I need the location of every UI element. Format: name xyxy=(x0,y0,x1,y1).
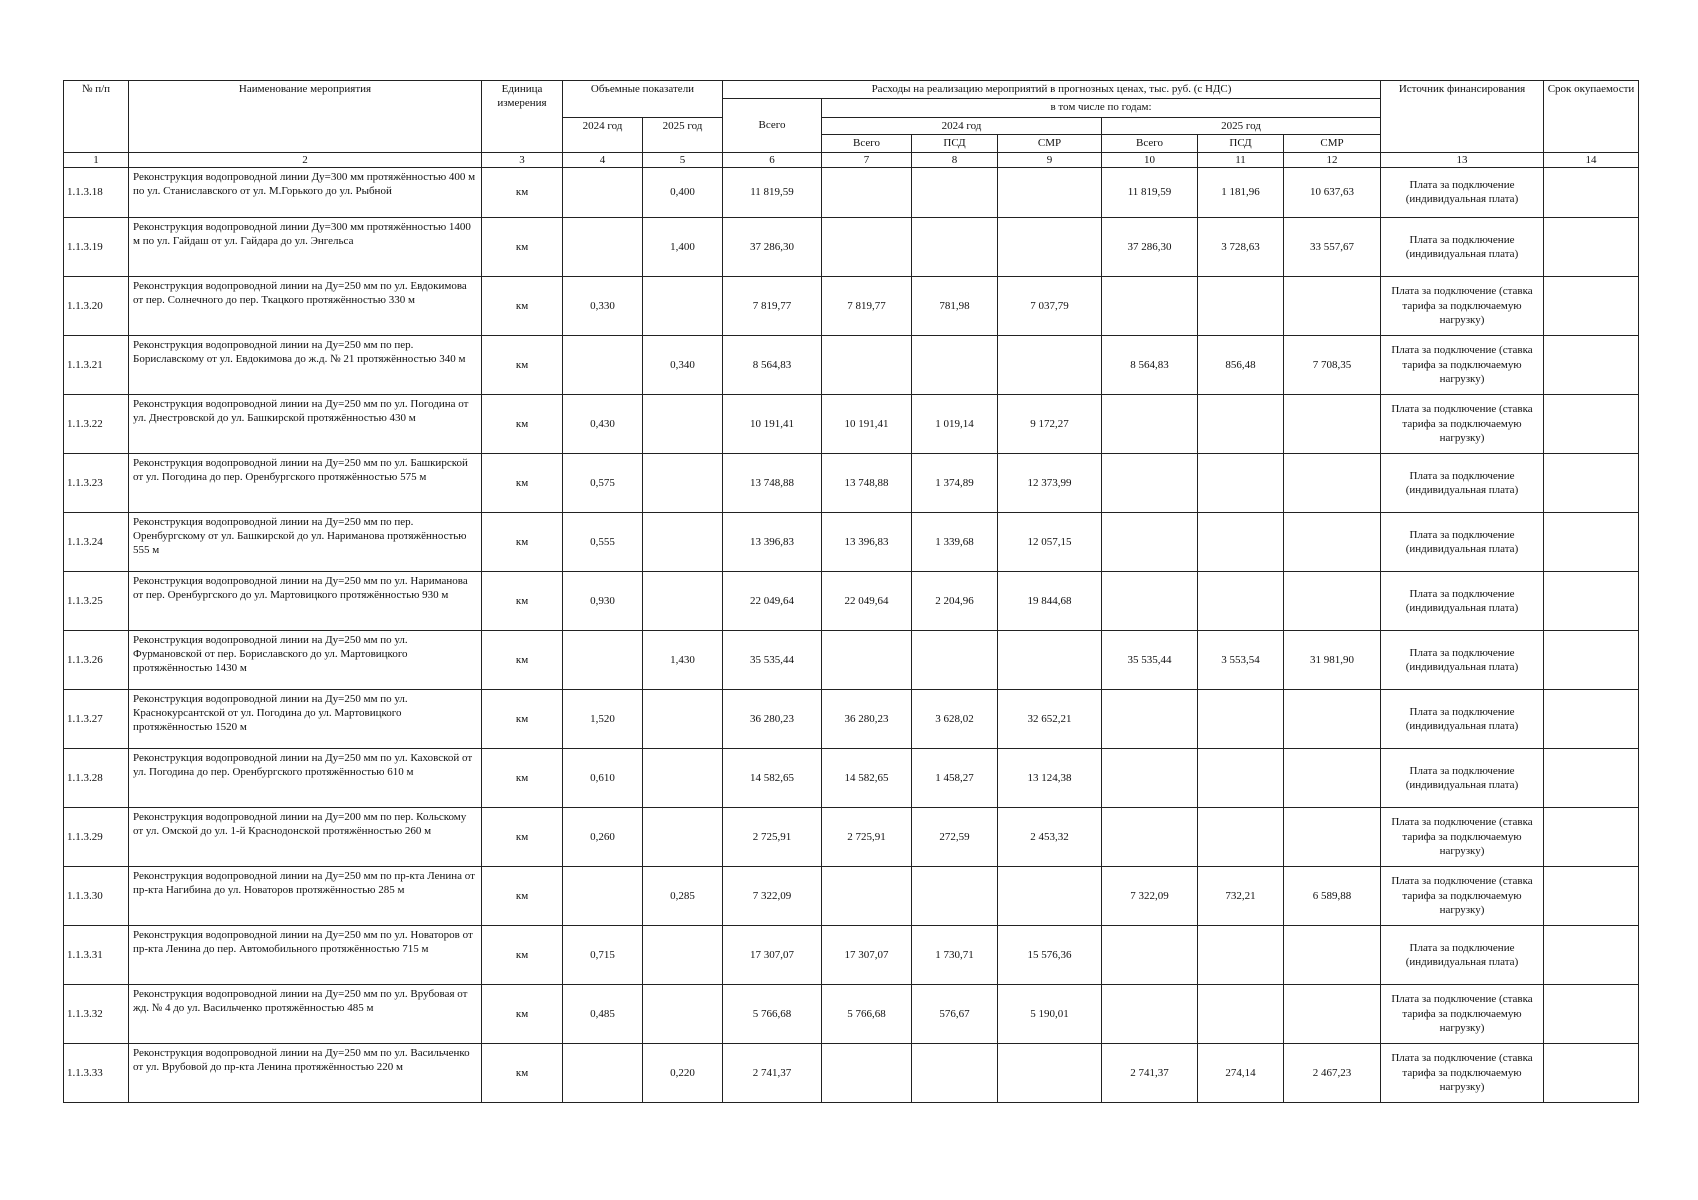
total-2025: 2 741,37 xyxy=(1102,1043,1198,1102)
volume-2025 xyxy=(643,571,723,630)
header-total: Всего xyxy=(723,99,822,153)
smr-2025: 10 637,63 xyxy=(1284,167,1381,217)
table-row xyxy=(64,689,1639,748)
volume-2024: 0,330 xyxy=(563,276,643,335)
volume-2024: 0,930 xyxy=(563,571,643,630)
total-2024: 17 307,07 xyxy=(822,925,912,984)
psd-2024: 2 204,96 xyxy=(912,571,998,630)
total-2025 xyxy=(1102,807,1198,866)
unit-cell: км xyxy=(482,748,563,807)
smr-2025 xyxy=(1284,748,1381,807)
header-exp-2024: 2024 год xyxy=(822,118,1102,135)
total-cost: 2 741,37 xyxy=(723,1043,822,1102)
row-number: 1.1.3.22 xyxy=(64,394,129,453)
smr-2025 xyxy=(1284,276,1381,335)
smr-2025: 6 589,88 xyxy=(1284,866,1381,925)
total-2025 xyxy=(1102,689,1198,748)
measure-name: Реконструкция водопроводной линии на Ду=250 мм по ул. Погодина от ул. Днестровской до ул. Башкирской протяжённостью 430 м xyxy=(129,394,482,453)
table-row xyxy=(64,335,1639,394)
psd-2024: 1 458,27 xyxy=(912,748,998,807)
funding-source: Плата за подключение (индивидуальная плата) xyxy=(1381,453,1544,512)
header-vol-2025: 2025 год xyxy=(643,118,723,153)
total-cost: 22 049,64 xyxy=(723,571,822,630)
total-2025 xyxy=(1102,453,1198,512)
volume-2025: 1,400 xyxy=(643,217,723,276)
unit-cell: км xyxy=(482,394,563,453)
smr-2025 xyxy=(1284,984,1381,1043)
volume-2025 xyxy=(643,276,723,335)
measure-name: Реконструкция водопроводной линии на Ду=250 мм по ул. Башкирской от ул. Погодина до пер. Оренбургского протяжённостью 575 м xyxy=(129,453,482,512)
volume-2024: 0,260 xyxy=(563,807,643,866)
psd-2024: 576,67 xyxy=(912,984,998,1043)
total-2025 xyxy=(1102,748,1198,807)
psd-2025 xyxy=(1198,807,1284,866)
payback-period xyxy=(1544,866,1639,925)
header-vol-2024: 2024 год xyxy=(563,118,643,153)
header-psd-2025: ПСД xyxy=(1198,135,1284,152)
volume-2024: 0,610 xyxy=(563,748,643,807)
total-cost: 7 322,09 xyxy=(723,866,822,925)
smr-2025: 33 557,67 xyxy=(1284,217,1381,276)
smr-2025 xyxy=(1284,453,1381,512)
measure-name: Реконструкция водопроводной линии на Ду=250 мм по ул. Краснокурсантской от ул. Погодина до ул. Мартовицкого протяжённостью 1520 м xyxy=(129,689,482,748)
total-2025 xyxy=(1102,276,1198,335)
funding-source: Плата за подключение (ставка тарифа за подключаемую нагрузку) xyxy=(1381,984,1544,1043)
total-cost: 2 725,91 xyxy=(723,807,822,866)
psd-2024: 1 019,14 xyxy=(912,394,998,453)
row-number: 1.1.3.33 xyxy=(64,1043,129,1102)
volume-2024: 1,520 xyxy=(563,689,643,748)
table-row xyxy=(64,866,1639,925)
total-2024 xyxy=(822,630,912,689)
smr-2025: 31 981,90 xyxy=(1284,630,1381,689)
table-row xyxy=(64,394,1639,453)
header-total-2025: Всего xyxy=(1102,135,1198,152)
total-2025 xyxy=(1102,571,1198,630)
psd-2024: 1 339,68 xyxy=(912,512,998,571)
smr-2024: 32 652,21 xyxy=(998,689,1102,748)
column-number: 11 xyxy=(1198,152,1284,167)
smr-2024 xyxy=(998,866,1102,925)
total-cost: 14 582,65 xyxy=(723,748,822,807)
payback-period xyxy=(1544,512,1639,571)
funding-source: Плата за подключение (индивидуальная плата) xyxy=(1381,748,1544,807)
total-2024: 22 049,64 xyxy=(822,571,912,630)
smr-2024 xyxy=(998,167,1102,217)
table-row xyxy=(64,512,1639,571)
column-number: 9 xyxy=(998,152,1102,167)
column-numbers-row xyxy=(64,152,1639,167)
smr-2025: 7 708,35 xyxy=(1284,335,1381,394)
measure-name: Реконструкция водопроводной линии на Ду=250 мм по ул. Новаторов от пр-кта Ленина до пер. Автомобильного протяжённостью 715 м xyxy=(129,925,482,984)
volume-2024: 0,715 xyxy=(563,925,643,984)
payback-period xyxy=(1544,571,1639,630)
funding-source: Плата за подключение (ставка тарифа за подключаемую нагрузку) xyxy=(1381,276,1544,335)
unit-cell: км xyxy=(482,167,563,217)
row-number: 1.1.3.32 xyxy=(64,984,129,1043)
total-2024: 7 819,77 xyxy=(822,276,912,335)
psd-2025: 856,48 xyxy=(1198,335,1284,394)
smr-2024 xyxy=(998,217,1102,276)
volume-2024 xyxy=(563,167,643,217)
column-number: 7 xyxy=(822,152,912,167)
measure-name: Реконструкция водопроводной линии Ду=300 мм протяжённостью 400 м по ул. Станиславского от ул. М.Горького до ул. Рыбной xyxy=(129,167,482,217)
psd-2025 xyxy=(1198,689,1284,748)
total-2024 xyxy=(822,217,912,276)
funding-source: Плата за подключение (индивидуальная плата) xyxy=(1381,630,1544,689)
row-number: 1.1.3.19 xyxy=(64,217,129,276)
funding-source: Плата за подключение (индивидуальная плата) xyxy=(1381,689,1544,748)
volume-2024: 0,575 xyxy=(563,453,643,512)
table-body xyxy=(64,167,1639,1102)
row-number: 1.1.3.28 xyxy=(64,748,129,807)
funding-source: Плата за подключение (индивидуальная плата) xyxy=(1381,167,1544,217)
row-number: 1.1.3.21 xyxy=(64,335,129,394)
table-row xyxy=(64,167,1639,217)
payback-period xyxy=(1544,276,1639,335)
header-unit: Единица измерения xyxy=(482,81,563,153)
volume-2025 xyxy=(643,394,723,453)
smr-2024 xyxy=(998,1043,1102,1102)
total-2025: 35 535,44 xyxy=(1102,630,1198,689)
volume-2025: 0,220 xyxy=(643,1043,723,1102)
measure-name: Реконструкция водопроводной линии Ду=300 мм протяжённостью 1400 м по ул. Гайдаш от ул. Гайдара до ул. Энгельса xyxy=(129,217,482,276)
volume-2025: 1,430 xyxy=(643,630,723,689)
psd-2025: 3 728,63 xyxy=(1198,217,1284,276)
column-number: 8 xyxy=(912,152,998,167)
table-row xyxy=(64,925,1639,984)
total-cost: 7 819,77 xyxy=(723,276,822,335)
psd-2024 xyxy=(912,167,998,217)
funding-source: Плата за подключение (ставка тарифа за подключаемую нагрузку) xyxy=(1381,866,1544,925)
psd-2025 xyxy=(1198,984,1284,1043)
total-2025 xyxy=(1102,925,1198,984)
measure-name: Реконструкция водопроводной линии на Ду=250 мм по пр-кта Ленина от пр-кта Нагибина до ул. Новаторов протяжённостью 285 м xyxy=(129,866,482,925)
total-2025: 37 286,30 xyxy=(1102,217,1198,276)
total-cost: 35 535,44 xyxy=(723,630,822,689)
header-num: № п/п xyxy=(64,81,129,153)
unit-cell: км xyxy=(482,276,563,335)
smr-2024: 12 373,99 xyxy=(998,453,1102,512)
header-name: Наименование мероприятия xyxy=(129,81,482,153)
payback-period xyxy=(1544,689,1639,748)
row-number: 1.1.3.31 xyxy=(64,925,129,984)
measure-name: Реконструкция водопроводной линии на Ду=250 мм по ул. Нариманова от пер. Оренбургского до ул. Мартовицкого протяжённостью 930 м xyxy=(129,571,482,630)
psd-2024: 781,98 xyxy=(912,276,998,335)
unit-cell: км xyxy=(482,807,563,866)
total-cost: 8 564,83 xyxy=(723,335,822,394)
column-number: 12 xyxy=(1284,152,1381,167)
volume-2025 xyxy=(643,689,723,748)
payback-period xyxy=(1544,807,1639,866)
total-2024: 10 191,41 xyxy=(822,394,912,453)
row-number: 1.1.3.26 xyxy=(64,630,129,689)
row-number: 1.1.3.27 xyxy=(64,689,129,748)
volume-2025: 0,340 xyxy=(643,335,723,394)
smr-2024 xyxy=(998,630,1102,689)
payback-period xyxy=(1544,984,1639,1043)
measure-name: Реконструкция водопроводной линии на Ду=250 мм по пер. Бориславскому от ул. Евдокимова до ж.д. № 21 протяжённостью 340 м xyxy=(129,335,482,394)
unit-cell: км xyxy=(482,571,563,630)
column-number: 4 xyxy=(563,152,643,167)
volume-2025: 0,285 xyxy=(643,866,723,925)
total-cost: 37 286,30 xyxy=(723,217,822,276)
header-smr-2024: СМР xyxy=(998,135,1102,152)
volume-2024: 0,430 xyxy=(563,394,643,453)
column-number: 2 xyxy=(129,152,482,167)
total-cost: 5 766,68 xyxy=(723,984,822,1043)
unit-cell: км xyxy=(482,453,563,512)
measure-name: Реконструкция водопроводной линии на Ду=250 мм по ул. Каховской от ул. Погодина до пер. Оренбургского протяжённостью 610 м xyxy=(129,748,482,807)
smr-2024 xyxy=(998,335,1102,394)
funding-source: Плата за подключение (индивидуальная плата) xyxy=(1381,217,1544,276)
volume-2024 xyxy=(563,630,643,689)
total-cost: 10 191,41 xyxy=(723,394,822,453)
smr-2024: 9 172,27 xyxy=(998,394,1102,453)
payback-period xyxy=(1544,167,1639,217)
table-row xyxy=(64,984,1639,1043)
psd-2025: 1 181,96 xyxy=(1198,167,1284,217)
psd-2024 xyxy=(912,1043,998,1102)
funding-source: Плата за подключение (ставка тарифа за подключаемую нагрузку) xyxy=(1381,1043,1544,1102)
unit-cell: км xyxy=(482,335,563,394)
measure-name: Реконструкция водопроводной линии на Ду=250 мм по пер. Оренбургскому от ул. Башкирской до ул. Нариманова протяжённостью 555 м xyxy=(129,512,482,571)
table-row xyxy=(64,571,1639,630)
psd-2025 xyxy=(1198,394,1284,453)
measure-name: Реконструкция водопроводной линии на Ду=200 мм по пер. Кольскому от ул. Омской до ул. 1-й Краснодонской протяжённостью 260 м xyxy=(129,807,482,866)
volume-2024 xyxy=(563,1043,643,1102)
row-number: 1.1.3.20 xyxy=(64,276,129,335)
table-row xyxy=(64,453,1639,512)
total-cost: 17 307,07 xyxy=(723,925,822,984)
column-number: 6 xyxy=(723,152,822,167)
psd-2025 xyxy=(1198,748,1284,807)
funding-source: Плата за подключение (ставка тарифа за подключаемую нагрузку) xyxy=(1381,335,1544,394)
table-row xyxy=(64,630,1639,689)
volume-2025: 0,400 xyxy=(643,167,723,217)
volume-2024 xyxy=(563,217,643,276)
smr-2025 xyxy=(1284,689,1381,748)
table-row xyxy=(64,1043,1639,1102)
measure-name: Реконструкция водопроводной линии на Ду=250 мм по ул. Евдокимова от пер. Солнечного до пер. Ткацкого протяжённостью 330 м xyxy=(129,276,482,335)
header-psd-2024: ПСД xyxy=(912,135,998,152)
payback-period xyxy=(1544,217,1639,276)
psd-2024: 272,59 xyxy=(912,807,998,866)
unit-cell: км xyxy=(482,630,563,689)
payback-period xyxy=(1544,630,1639,689)
smr-2024: 15 576,36 xyxy=(998,925,1102,984)
column-number: 13 xyxy=(1381,152,1544,167)
payback-period xyxy=(1544,335,1639,394)
row-number: 1.1.3.18 xyxy=(64,167,129,217)
smr-2024: 7 037,79 xyxy=(998,276,1102,335)
total-2024: 5 766,68 xyxy=(822,984,912,1043)
volume-2025 xyxy=(643,984,723,1043)
psd-2024 xyxy=(912,217,998,276)
payback-period xyxy=(1544,1043,1639,1102)
row-number: 1.1.3.30 xyxy=(64,866,129,925)
unit-cell: км xyxy=(482,689,563,748)
unit-cell: км xyxy=(482,984,563,1043)
volume-2025 xyxy=(643,453,723,512)
funding-source: Плата за подключение (индивидуальная плата) xyxy=(1381,512,1544,571)
smr-2025 xyxy=(1284,807,1381,866)
total-cost: 13 748,88 xyxy=(723,453,822,512)
header-volume: Объемные показатели xyxy=(563,81,723,118)
psd-2024 xyxy=(912,335,998,394)
total-2025 xyxy=(1102,984,1198,1043)
psd-2025 xyxy=(1198,571,1284,630)
unit-cell: км xyxy=(482,217,563,276)
total-2024: 13 748,88 xyxy=(822,453,912,512)
row-number: 1.1.3.24 xyxy=(64,512,129,571)
psd-2025 xyxy=(1198,512,1284,571)
psd-2024 xyxy=(912,630,998,689)
smr-2025 xyxy=(1284,925,1381,984)
column-number: 3 xyxy=(482,152,563,167)
row-number: 1.1.3.23 xyxy=(64,453,129,512)
unit-cell: км xyxy=(482,512,563,571)
header-source: Источник финансирования xyxy=(1381,81,1544,153)
table-row xyxy=(64,807,1639,866)
psd-2025: 3 553,54 xyxy=(1198,630,1284,689)
table-row xyxy=(64,276,1639,335)
column-number: 10 xyxy=(1102,152,1198,167)
header-payback: Срок окупаемости xyxy=(1544,81,1639,153)
total-2024 xyxy=(822,866,912,925)
smr-2025 xyxy=(1284,571,1381,630)
total-2024: 14 582,65 xyxy=(822,748,912,807)
measure-name: Реконструкция водопроводной линии на Ду=250 мм по ул. Фурмановской от пер. Бориславского до ул. Мартовицкого протяжённостью 1430 м xyxy=(129,630,482,689)
table-row xyxy=(64,217,1639,276)
table-row xyxy=(64,748,1639,807)
total-cost: 11 819,59 xyxy=(723,167,822,217)
funding-source: Плата за подключение (ставка тарифа за подключаемую нагрузку) xyxy=(1381,807,1544,866)
total-2024: 2 725,91 xyxy=(822,807,912,866)
psd-2025 xyxy=(1198,453,1284,512)
total-cost: 36 280,23 xyxy=(723,689,822,748)
volume-2025 xyxy=(643,512,723,571)
total-2024 xyxy=(822,335,912,394)
psd-2024: 3 628,02 xyxy=(912,689,998,748)
volume-2024 xyxy=(563,335,643,394)
measure-name: Реконструкция водопроводной линии на Ду=250 мм по ул. Васильченко от ул. Врубовой до пр-кта Ленина протяжённостью 220 м xyxy=(129,1043,482,1102)
total-2024 xyxy=(822,167,912,217)
total-cost: 13 396,83 xyxy=(723,512,822,571)
psd-2024: 1 730,71 xyxy=(912,925,998,984)
total-2025: 11 819,59 xyxy=(1102,167,1198,217)
header-total-2024: Всего xyxy=(822,135,912,152)
funding-source: Плата за подключение (ставка тарифа за подключаемую нагрузку) xyxy=(1381,394,1544,453)
total-2025 xyxy=(1102,394,1198,453)
volume-2024 xyxy=(563,866,643,925)
volume-2025 xyxy=(643,807,723,866)
column-number: 1 xyxy=(64,152,129,167)
payback-period xyxy=(1544,453,1639,512)
smr-2024: 5 190,01 xyxy=(998,984,1102,1043)
psd-2025: 732,21 xyxy=(1198,866,1284,925)
smr-2025 xyxy=(1284,394,1381,453)
total-2024 xyxy=(822,1043,912,1102)
funding-source: Плата за подключение (индивидуальная плата) xyxy=(1381,925,1544,984)
smr-2025 xyxy=(1284,512,1381,571)
column-number: 14 xyxy=(1544,152,1639,167)
measures-table xyxy=(63,80,1639,1103)
volume-2025 xyxy=(643,925,723,984)
unit-cell: км xyxy=(482,925,563,984)
row-number: 1.1.3.29 xyxy=(64,807,129,866)
measure-name: Реконструкция водопроводной линии на Ду=250 мм по ул. Врубовая от жд. № 4 до ул. Васильченко протяжённостью 485 м xyxy=(129,984,482,1043)
psd-2025 xyxy=(1198,276,1284,335)
volume-2024: 0,485 xyxy=(563,984,643,1043)
total-2024: 13 396,83 xyxy=(822,512,912,571)
row-number: 1.1.3.25 xyxy=(64,571,129,630)
funding-source: Плата за подключение (индивидуальная плата) xyxy=(1381,571,1544,630)
total-2025: 8 564,83 xyxy=(1102,335,1198,394)
payback-period xyxy=(1544,394,1639,453)
smr-2024: 19 844,68 xyxy=(998,571,1102,630)
header-by-years: в том числе по годам: xyxy=(822,99,1381,118)
header-smr-2025: СМР xyxy=(1284,135,1381,152)
column-number: 5 xyxy=(643,152,723,167)
total-2024: 36 280,23 xyxy=(822,689,912,748)
volume-2024: 0,555 xyxy=(563,512,643,571)
header-exp-2025: 2025 год xyxy=(1102,118,1381,135)
psd-2025: 274,14 xyxy=(1198,1043,1284,1102)
psd-2025 xyxy=(1198,925,1284,984)
volume-2025 xyxy=(643,748,723,807)
payback-period xyxy=(1544,748,1639,807)
total-2025 xyxy=(1102,512,1198,571)
unit-cell: км xyxy=(482,1043,563,1102)
payback-period xyxy=(1544,925,1639,984)
total-2025: 7 322,09 xyxy=(1102,866,1198,925)
psd-2024 xyxy=(912,866,998,925)
smr-2025: 2 467,23 xyxy=(1284,1043,1381,1102)
header-expenses: Расходы на реализацию мероприятий в прогнозных ценах, тыс. руб. (с НДС) xyxy=(723,81,1381,99)
psd-2024: 1 374,89 xyxy=(912,453,998,512)
unit-cell: км xyxy=(482,866,563,925)
smr-2024: 13 124,38 xyxy=(998,748,1102,807)
smr-2024: 12 057,15 xyxy=(998,512,1102,571)
smr-2024: 2 453,32 xyxy=(998,807,1102,866)
